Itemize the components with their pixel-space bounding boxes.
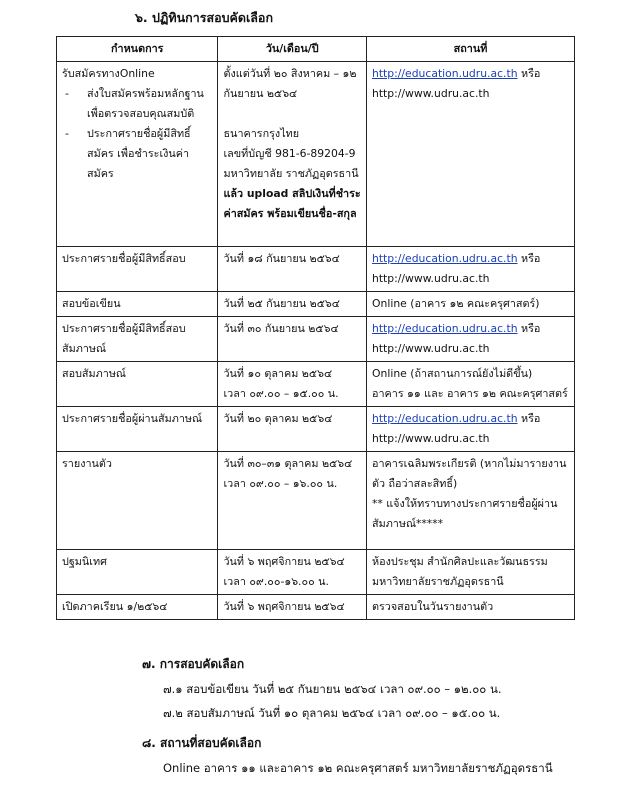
row1-place: http://education.udru.ac.th หรือ http://www.udru.ac.th (366, 62, 574, 247)
education-link[interactable]: http://education.udru.ac.th (371, 322, 518, 335)
table-row: ประกาศรายชื่อผู้มีสิทธิ์สอบ วันที่ ๑๘ กันยายน ๒๕๖๔ http://education.udru.ac.th หรือ http://www.udru.ac.th (57, 247, 575, 292)
udru-url: http://www.udru.ac.th (371, 432, 490, 445)
row1-date: ตั้งแต่วันที่ ๒๐ สิงหาคม – ๑๒ กันยายน ๒๕๖๔ ธนาคารกรุงไทย เลขที่บัญชี 981-6-89204-9 มหาวิทยาลัย ราชภัฏอุดรธานี แล้ว upload สลิปเงินที่ชำระค่าสมัคร พร้อมเขียนชื่อ-สกุล (218, 62, 367, 247)
section-8-title: ๘. สถานที่สอบคัดเลือก (142, 736, 262, 750)
udru-url: http://www.udru.ac.th (371, 87, 490, 100)
education-link[interactable]: http://education.udru.ac.th (371, 412, 518, 425)
bank-name: ธนาคารกรุงไทย (223, 127, 300, 140)
section-6-title: ๖. ปฏิทินการสอบคัดเลือก (135, 10, 274, 25)
udru-url: http://www.udru.ac.th (371, 272, 490, 285)
row1-item (57, 62, 218, 247)
table-row (57, 62, 575, 247)
udru-url: http://www.udru.ac.th (371, 342, 490, 355)
upload-note: แล้ว upload สลิปเงินที่ชำระค่าสมัคร พร้อมเขียนชื่อ-สกุล (223, 187, 361, 220)
table-row: เปิดภาคเรียน ๑/๒๕๖๔ วันที่ ๖ พฤศจิกายน ๒๕๖๔ ตรวจสอบในวันรายงานตัว (57, 595, 575, 620)
bank-account: เลขที่บัญชี 981-6-89204-9 (223, 147, 356, 160)
section-7-item-1: ๗.๑ สอบข้อเขียน วันที่ ๒๕ กันยายน ๒๕๖๔ เวลา ๐๙.๐๐ – ๑๒.๐๐ น. (163, 682, 502, 696)
header-date: วัน/เดือน/ปี (218, 37, 367, 62)
table-row: ประกาศรายชื่อผู้มีสิทธิ์สอบสัมภาษณ์ วันที่ ๓๐ กันยายน ๒๕๖๔ http://education.udru.ac.th หรือ http://www.udru.ac.th (57, 317, 575, 362)
row1-main: รับสมัครทางOnline (62, 67, 155, 80)
row1-sub-2: - ประกาศรายชื่อผู้มีสิทธิ์สมัคร เพื่อชำระเงินค่าสมัคร (65, 127, 191, 180)
table-row: ปฐมนิเทศ วันที่ ๖ พฤศจิกายน ๒๕๖๔ เวลา ๐๙.๐๐-๑๖.๐๐ น. ห้องประชุม สำนักศิลปะและวัฒนธรรม มหาวิทยาลัยราชภัฏอุดรธานี (57, 550, 575, 595)
table-row: สอบสัมภาษณ์ วันที่ ๑๐ ตุลาคม ๒๕๖๔ เวลา ๐๙.๐๐ – ๑๕.๐๐ น. Online (ถ้าสถานการณ์ยังไม่ดีขึ้น) อาคาร ๑๑ และ อาคาร ๑๒ คณะครุศาสตร์ (57, 362, 575, 407)
education-link[interactable]: http://education.udru.ac.th (371, 252, 518, 265)
bank-account-name: มหาวิทยาลัย ราชภัฏอุดรธานี (223, 167, 359, 180)
table-row: ประกาศรายชื่อผู้ผ่านสัมภาษณ์ วันที่ ๒๐ ตุลาคม ๒๕๖๔ http://education.udru.ac.th หรือ http://www.udru.ac.th (57, 407, 575, 452)
table-row: สอบข้อเขียน วันที่ ๒๕ กันยายน ๒๕๖๔ Online (อาคาร ๑๒ คณะครุศาสตร์) (57, 292, 575, 317)
row1-sub-1: - ส่งใบสมัครพร้อมหลักฐาน เพื่อตรวจสอบคุณสมบัติ (65, 87, 204, 120)
section-7-item-2: ๗.๒ สอบสัมภาษณ์ วันที่ ๑๐ ตุลาคม ๒๕๖๔ เวลา ๐๙.๐๐ – ๑๕.๐๐ น. (163, 706, 501, 720)
table-header-row (57, 37, 575, 62)
education-link[interactable]: http://education.udru.ac.th (371, 67, 518, 80)
header-schedule: กำหนดการ (57, 37, 218, 62)
section-7-title: ๗. การสอบคัดเลือก (142, 657, 245, 671)
table-row: รายงานตัว วันที่ ๓๐–๓๑ ตุลาคม ๒๕๖๔ เวลา ๐๙.๐๐ – ๑๖.๐๐ น. อาคารเฉลิมพระเกียรติ (หากไม่มารายงานตัว ถือว่าสละสิทธิ์) ** แจ้งให้ทราบทางประกาศรายชื่อผู้ผ่านสัมภาษณ์***** (57, 452, 575, 550)
schedule-table (56, 36, 575, 620)
section-8-text: Online อาคาร ๑๑ และอาคาร ๑๒ คณะครุศาสตร์ มหาวิทยาลัยราชภัฏอุดรธานี (163, 761, 553, 775)
header-place: สถานที่ (366, 37, 574, 62)
